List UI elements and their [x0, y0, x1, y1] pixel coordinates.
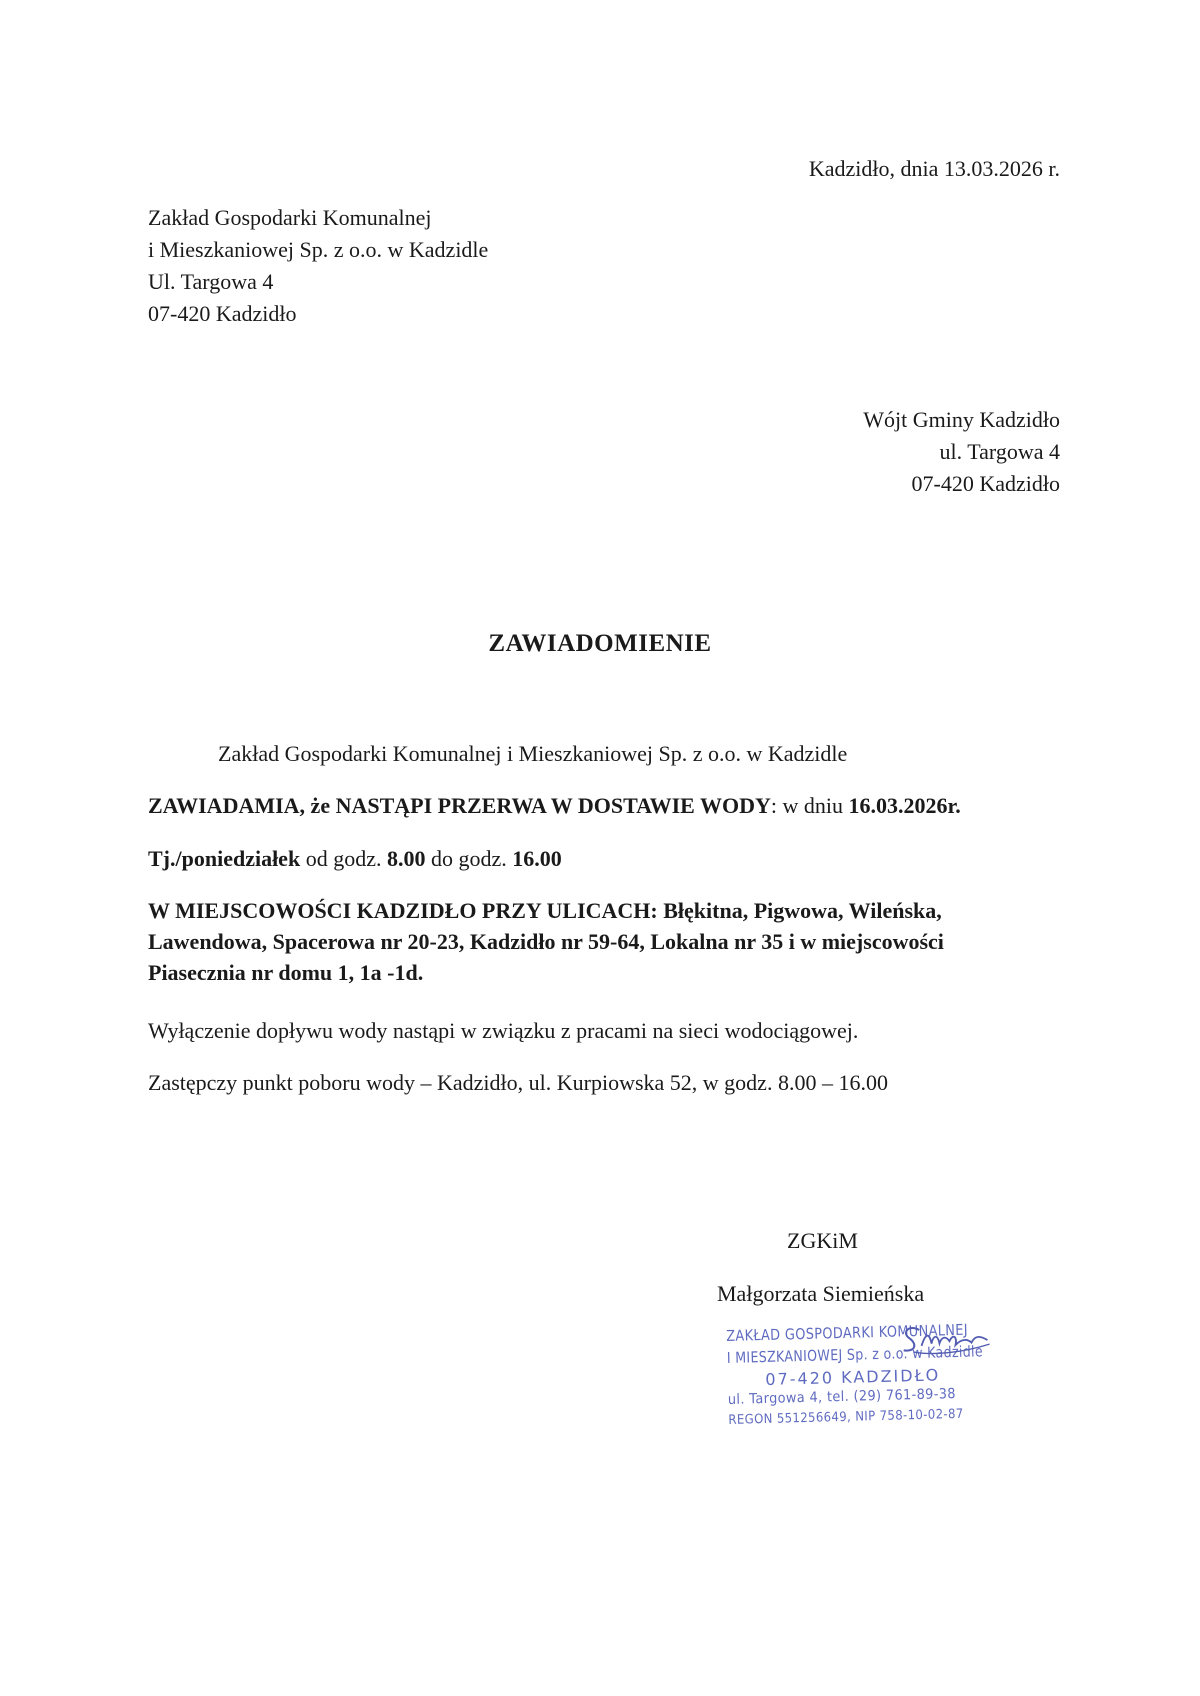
- document-title: ZAWIADOMIENIE: [488, 630, 712, 657]
- stamp-line: ul. Targowa 4, tel. (29) 761-89-38: [727, 1386, 957, 1408]
- stamp-line: ZAKŁAD GOSPODARKI KOMUNALNEJ: [726, 1320, 969, 1345]
- announcement-plain: : w dniu: [770, 793, 849, 818]
- streets-line: W MIEJSCOWOŚCI KADZIDŁO PRZY ULICACH: Błękitna, Pigwowa, Wileńska,: [148, 898, 942, 923]
- recipient-line: Wójt Gminy Kadzidło: [863, 407, 1060, 432]
- time-to: 16.00: [512, 846, 562, 871]
- recipient-address: [863, 404, 1060, 500]
- time-to-label: do godz.: [425, 846, 513, 871]
- place-date: Kadzidło, dnia 13.03.2026 r.: [808, 156, 1060, 181]
- time-from: 8.00: [386, 846, 426, 871]
- announcement-bold: ZAWIADAMIA, że NASTĄPI PRZERWA W DOSTAWIE WODY: [148, 793, 771, 818]
- time-paragraph: [148, 843, 562, 875]
- time-day: Tj./poniedziałek: [148, 846, 301, 871]
- stamp-line: REGON 551256649, NIP 758-10-02-87: [728, 1406, 964, 1428]
- sender-line: 07-420 Kadzidło: [148, 301, 297, 326]
- streets-line: Lawendowa, Spacerowa nr 20-23, Kadzidło nr 59-64, Lokalna nr 35 i w miejscowości: [148, 929, 944, 954]
- sender-line: Zakład Gospodarki Komunalnej: [148, 205, 432, 230]
- signer-name: Małgorzata Siemieńska: [717, 1281, 925, 1306]
- streets-paragraph: [148, 895, 1068, 988]
- recipient-line: 07-420 Kadzidło: [911, 471, 1060, 496]
- stamp-line: I MIESZKANIOWEJ Sp. z o.o. w Kadzidle: [726, 1342, 984, 1367]
- stamp-line: 07-420 KADZIDŁO: [765, 1365, 941, 1389]
- announcement-date: 16.03.2026r.: [848, 793, 961, 818]
- intro-paragraph: Zakład Gospodarki Komunalnej i Mieszkaniowej Sp. z o.o. w Kadzidle: [218, 741, 848, 766]
- time-from-label: od godz.: [300, 846, 387, 871]
- signature-icon: [891, 1314, 992, 1361]
- sender-line: Ul. Targowa 4: [148, 269, 274, 294]
- announcement-paragraph: [148, 790, 961, 822]
- streets-line: Piasecznia nr domu 1, 1a -1d.: [148, 960, 424, 985]
- company-stamp: [726, 1320, 999, 1437]
- reason-paragraph: Wyłączenie dopływu wody nastąpi w związku z pracami na sieci wodociągowej.: [148, 1018, 859, 1043]
- sender-line: i Mieszkaniowej Sp. z o.o. w Kadzidle: [148, 237, 489, 262]
- sender-address: [148, 202, 488, 330]
- recipient-line: ul. Targowa 4: [939, 439, 1060, 464]
- organization-short-name: ZGKiM: [787, 1228, 858, 1253]
- alternative-water-point: Zastępczy punkt poboru wody – Kadzidło, ul. Kurpiowska 52, w godz. 8.00 – 16.00: [148, 1070, 888, 1095]
